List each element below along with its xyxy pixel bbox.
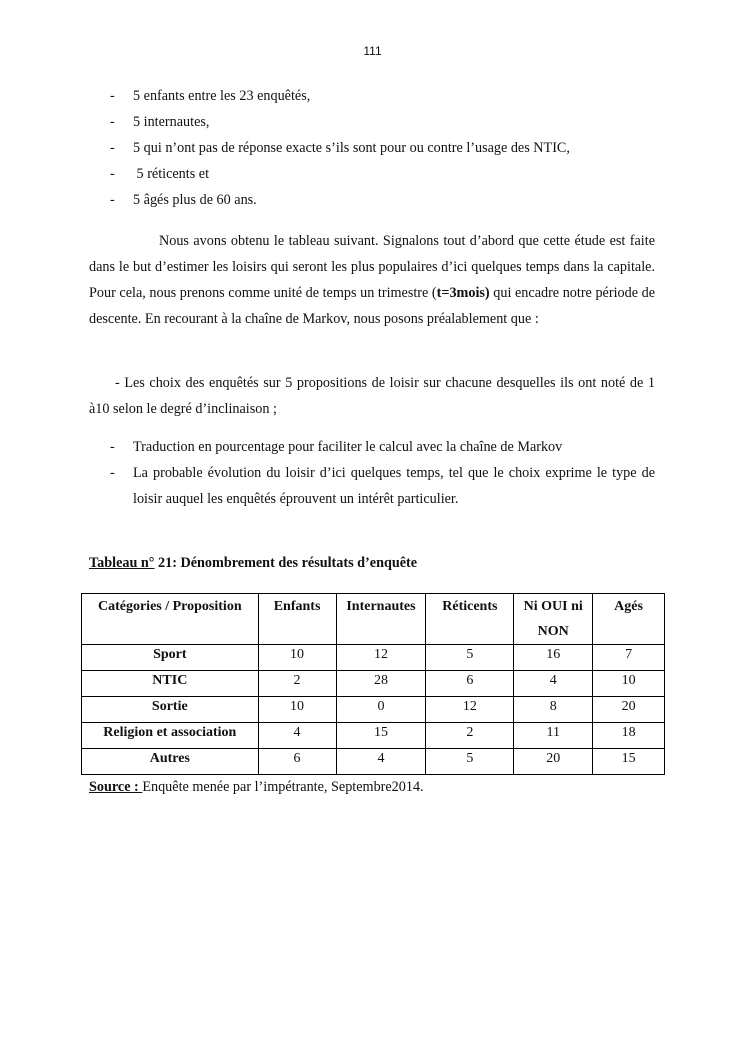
table-cell: 0 — [336, 697, 426, 723]
table-cell: 5 — [426, 749, 514, 775]
list-marker: - — [110, 88, 115, 104]
table-caption-title: 21: Dénombrement des résultats d’enquête — [154, 555, 418, 571]
list-item-text: 5 enfants entre les 23 enquêtés, — [133, 88, 311, 104]
table-cell: 16 — [514, 645, 593, 671]
column-header: Réticents — [426, 594, 514, 645]
table-source — [89, 779, 424, 796]
list-marker: - — [110, 439, 115, 455]
intro-text-bold: t=3mois) — [436, 285, 490, 301]
list-item — [0, 114, 745, 134]
table-cell: 4 — [336, 749, 426, 775]
table-cell: 7 — [593, 645, 665, 671]
table-cell: 11 — [514, 723, 593, 749]
row-category: Sortie — [82, 697, 259, 723]
table-cell: 4 — [514, 671, 593, 697]
list-marker: - — [110, 166, 115, 182]
list-marker: - — [110, 114, 115, 130]
table-cell: 18 — [593, 723, 665, 749]
table-row — [82, 671, 665, 697]
intro-paragraph — [89, 228, 655, 332]
table-cell: 6 — [258, 749, 336, 775]
table-cell: 5 — [426, 645, 514, 671]
choices-paragraph — [89, 370, 655, 422]
table-cell: 10 — [258, 697, 336, 723]
list-marker: - — [110, 192, 115, 208]
table-cell: 20 — [514, 749, 593, 775]
table-cell: 10 — [593, 671, 665, 697]
list-item-text: 5 internautes, — [133, 114, 210, 130]
list-item — [0, 192, 745, 212]
list-item-text: La probable évolution du loisir d’ici quelques temps, tel que le choix exprime le type de loisir auquel les enquêtés éprouvent un intérêt particulier. — [133, 465, 655, 507]
table-cell: 15 — [336, 723, 426, 749]
source-label: Source : — [89, 779, 143, 795]
table-cell: 20 — [593, 697, 665, 723]
table-cell: 15 — [593, 749, 665, 775]
table-header-row — [82, 594, 665, 645]
row-category: Autres — [82, 749, 259, 775]
table-cell: 28 — [336, 671, 426, 697]
row-category: NTIC — [82, 671, 259, 697]
page-number: 111 — [363, 44, 382, 58]
table-cell: 12 — [336, 645, 426, 671]
column-header: Enfants — [258, 594, 336, 645]
list-item — [0, 166, 745, 186]
list-item — [0, 140, 745, 160]
list-item — [0, 88, 745, 108]
row-category: Sport — [82, 645, 259, 671]
choices-text: - Les choix des enquêtés sur 5 propositions de loisir sur chacune desquelles ils ont noté de 1 à10 selon le degré d’inclinaison ; — [89, 375, 655, 417]
table-cell: 8 — [514, 697, 593, 723]
list-item-text: 5 réticents et — [133, 166, 210, 182]
column-header: Catégories / Proposition — [82, 594, 259, 645]
table-cell: 6 — [426, 671, 514, 697]
column-header: Agés — [593, 594, 665, 645]
table-cell: 2 — [258, 671, 336, 697]
intro-text-end: qui encadre notre période de descente. En recourant à la chaîne de Markov, nous posons préalablement que : — [89, 285, 655, 327]
table-row — [82, 645, 665, 671]
survey-results-table — [81, 593, 665, 775]
table-cell: 12 — [426, 697, 514, 723]
column-header: Internautes — [336, 594, 426, 645]
list-item-text: 5 âgés plus de 60 ans. — [133, 192, 257, 208]
list-marker: - — [110, 140, 115, 156]
intro-text-start: Nous avons obtenu le tableau suivant. Signalons tout d’abord que cette étude est faite dans le but d’estimer les loisirs qui seront les plus populaires d’ici quelques temps dans la capitale. Pour cela, nous prenons comme unité de temps un trimestre ( — [89, 233, 655, 301]
table-cell: 2 — [426, 723, 514, 749]
list-item-text: Traduction en pourcentage pour faciliter le calcul avec la chaîne de Markov — [133, 439, 563, 455]
source-text: Enquête menée par l’impétrante, Septembre2014. — [142, 779, 424, 795]
table-caption-label: Tableau n° — [89, 555, 155, 571]
table-row — [82, 723, 665, 749]
table-cell: 4 — [258, 723, 336, 749]
table-row — [82, 749, 665, 775]
table-row — [82, 697, 665, 723]
table-caption — [89, 555, 417, 572]
table-cell: 10 — [258, 645, 336, 671]
row-category: Religion et association — [82, 723, 259, 749]
list-item-text: 5 qui n’ont pas de réponse exacte s’ils sont pour ou contre l’usage des NTIC, — [133, 140, 570, 156]
column-header: Ni OUI ni NON — [514, 594, 593, 645]
list-marker: - — [110, 465, 115, 481]
